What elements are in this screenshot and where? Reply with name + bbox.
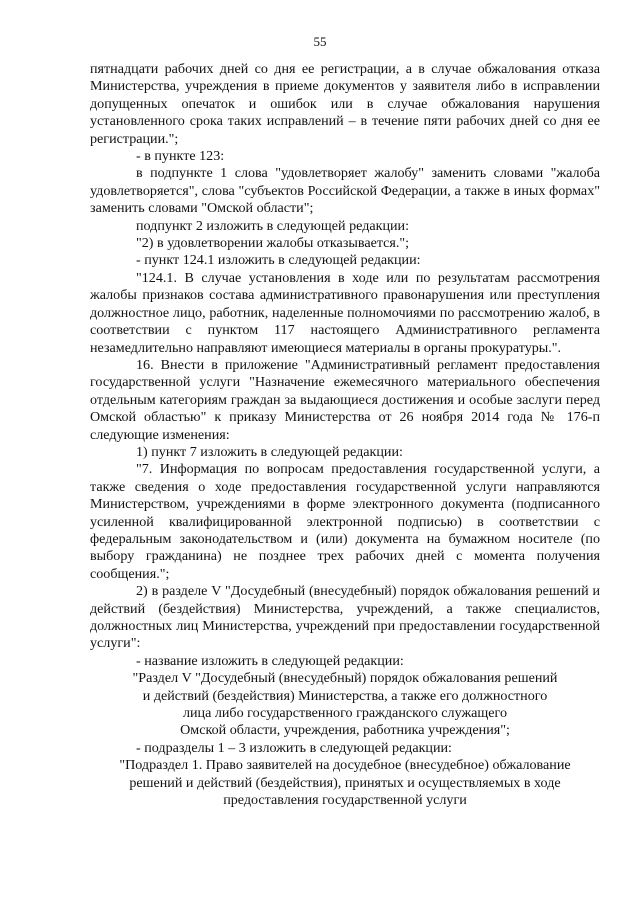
paragraph-section-16: 16. Внести в приложение "Административный регламент предоставления государственной услуги "Назначение ежемесячного материального обеспечения отдельным категориям граждан за выдающиеся достижения и особые заслуги перед Омской областью" к приказу Министерства от 26 ноября 2014 года № 176-п следующие изменения: — [90, 356, 600, 443]
paragraph-section-v: 2) в разделе V "Досудебный (внесудебный) порядок обжалования решений и действий (бездействия) Министерства, учреждений, а также специалистов, должностных лиц Министерства, учреждений при предоставлении государственной услуги": — [90, 583, 600, 652]
paragraph-quote-2: "2) в удовлетворении жалобы отказывается."; — [136, 235, 410, 252]
section-title-line-1: "Раздел V "Досудебный (внесудебный) порядок обжалования решений — [132, 670, 558, 687]
paragraph-quote-124-1: "124.1. В случае установления в ходе или по результатам рассмотрения жалобы признаков состава административного правонарушения или преступления должностное лицо, работник, наделенные полномочиями по рассмотрению жалоб, в соответствии с пунктом 117 настоящего Административного регламента незамедлительно направляют имеющиеся материалы в органы прокуратуры.". — [90, 269, 600, 356]
subsection-title-line-1: "Подраздел 1. Право заявителей на досудебное (внесудебное) обжалование — [119, 757, 571, 774]
paragraph-item-7: 1) пункт 7 изложить в следующей редакции: — [136, 443, 403, 460]
paragraph-subitem-2: подпункт 2 изложить в следующей редакции: — [136, 217, 410, 234]
subsection-title-line-2: решений и действий (бездействия), принятых и осуществляемых в ходе — [129, 774, 561, 791]
paragraph-subsections: - подразделы 1 – 3 изложить в следующей редакции: — [136, 739, 452, 756]
paragraph-item-124-1: - пункт 124.1 изложить в следующей редакции: — [136, 252, 421, 269]
page-number: 55 — [313, 34, 327, 49]
section-title-line-3: лица либо государственного гражданского служащего — [182, 705, 508, 722]
paragraph-subitem-1: в подпункте 1 слова "удовлетворяет жалобу" заменить словами "жалоба удовлетворяется", слова "субъектов Российской Федерации, а также в иных формах" заменить словами "Омской области"; — [90, 165, 600, 217]
subsection-title-line-3: предоставления государственной услуги — [223, 792, 467, 809]
paragraph-continuation: пятнадцати рабочих дней со дня ее регистрации, а в случае обжалования отказа Министерства, учреждения в приеме документов у заявителя либо в исправлении допущенных опечаток и ошибок или в случае обжалования нарушения установленного срока таких исправлений – в течение пяти рабочих дней со дня ее регистрации."; — [90, 61, 600, 147]
paragraph-item-123: - в пункте 123: — [136, 148, 225, 165]
paragraph-title-change: - название изложить в следующей редакции: — [136, 652, 404, 669]
section-title-line-4: Омской области, учреждения, работника учреждения"; — [180, 722, 510, 739]
section-title-line-2: и действий (бездействия) Министерства, а также его должностного — [142, 687, 548, 704]
paragraph-quote-7: "7. Информация по вопросам предоставления государственной услуги, а также сведения о ходе предоставления государственной услуги направляются Министерством, учреждениями в форме электронного документа (подписанного усиленной квалифицированной электронной подписью) в соответствии с федеральным законодательством и (или) документа на бумажном носителе (по выбору гражданина) не позднее трех рабочих дней с момента получения сообщения."; — [90, 461, 600, 582]
document-body — [90, 61, 600, 809]
